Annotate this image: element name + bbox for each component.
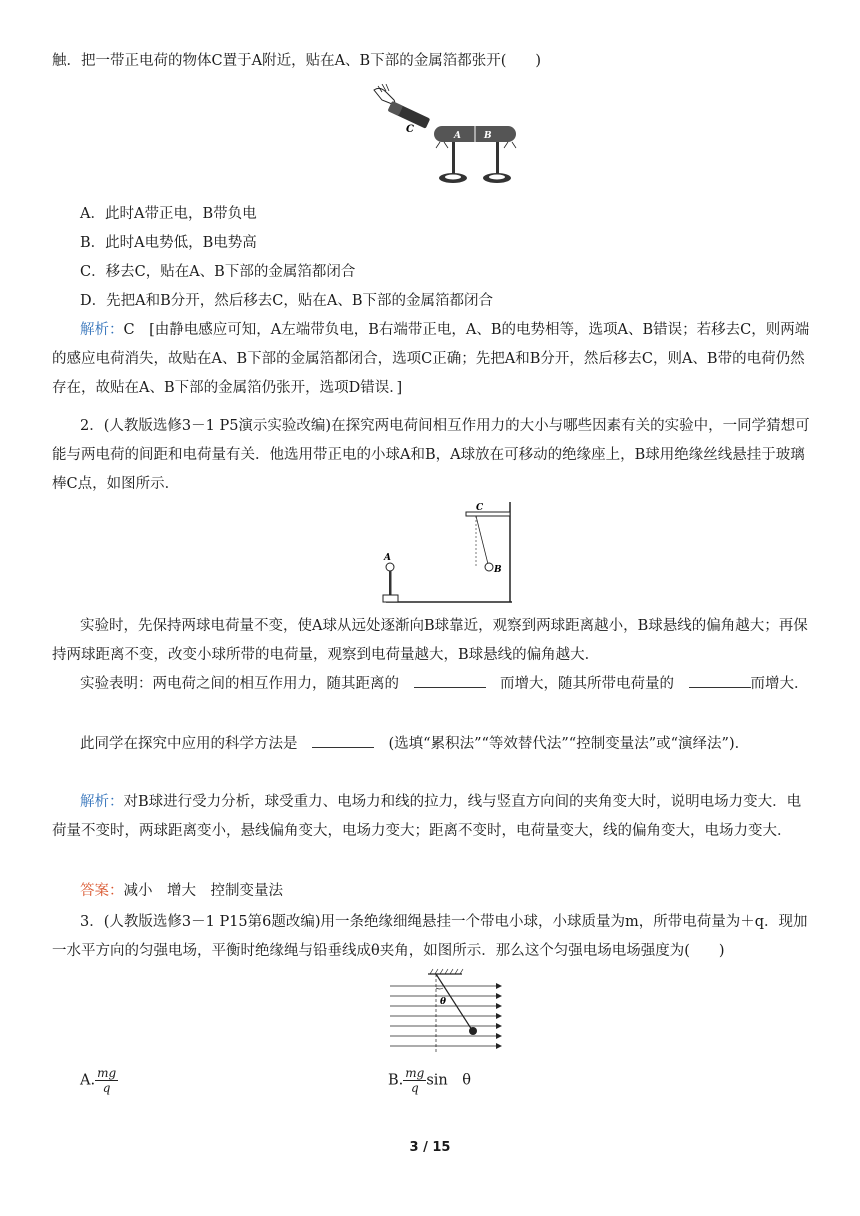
q3-figure [388,968,506,1058]
q2-blank-2 [689,673,751,688]
q2-figure [376,496,516,606]
q3-option-a-denominator: q [102,1081,111,1095]
q2-para2-a: 实验表明：两电荷之间的相互作用力，随其距离的 [80,676,399,692]
q2-analysis-text: 对B球进行受力分析，球受重力、电场力和线的拉力，线与竖直方向间的夹角变大时，说明电场力变大．电荷量不变时，两球距离变小，悬线偏角变大，电场力变大；距离不变时，电荷量变大，线的偏角变大，电场力变大． [52,794,802,839]
q3-option-a [80,1066,380,1096]
fig2-label-b: B [494,565,502,575]
q1-intro: 触．把一带正电荷的物体C置于A附近，贴在A、B下部的金属箔都张开( ) [52,53,542,69]
page-number: 3 / 15 [409,1140,451,1155]
q3-stem: 3．(人教版选修3－1 P15第6题改编)用一条绝缘细绳悬挂一个带电小球，小球质量为m，所带电荷量为＋q．现加一水平方向的匀强电场，平衡时绝缘绳与铅垂线成θ夹角，如图所示．那么这个匀强电场电场强度为( ) [52,914,808,959]
fig1-label-c: C [406,124,414,135]
q3-option-a-fraction [95,1066,118,1095]
q3-option-b-fraction [403,1066,426,1095]
fig1-label-b: B [484,131,492,141]
q2-para1: 实验时，先保持两球电荷量不变，使A球从远处逐渐向B球靠近，观察到两球距离越小，B球悬线的偏角越大；再保持两球距离不变，改变小球所带的电荷量，观察到电荷量越大，B球悬线的偏角越大． [52,618,808,663]
q2-blank-3 [312,733,374,748]
q2-para3 [52,730,812,759]
q1-option-d: D．先把A和B分开，然后移去C，贴在A、B下部的金属箔都闭合 [80,293,493,309]
fig2-label-a: A [384,553,391,563]
fig2-label-c: C [476,503,484,513]
q1-analysis [52,316,812,403]
q2-para2 [52,670,812,699]
q3-option-b-numerator: mg [405,1066,425,1080]
fig1-label-a: A [454,131,461,141]
q2-answer [52,877,812,906]
q2-para2-c: 而增大． [750,676,809,692]
q1-analysis-label: 解析： [80,322,124,338]
q3-option-b-label: B. [388,1072,404,1089]
q3-option-b-denominator: q [410,1081,419,1095]
q2-para3-a: 此同学在探究中应用的科学方法是 [80,736,298,752]
q1-figure [366,84,526,194]
q1-option-b: B．此时A电势低，B电势高 [80,235,257,251]
q1-option-c: C．移去C，贴在A、B下部的金属箔都闭合 [80,264,356,280]
q2-para3-b: (选填“累积法”“等效替代法”“控制变量法”或“演绎法”)． [388,736,750,752]
q3-option-b [388,1066,688,1096]
q3-option-a-label: A. [80,1072,96,1089]
q2-para2-b: 而增大，随其所带电荷量的 [500,676,674,692]
q3-option-b-suffix: sin θ [426,1072,471,1089]
q2-blank-1 [414,673,486,688]
q3-option-a-numerator: mg [97,1066,117,1080]
q2-answer-label: 答案： [80,883,124,899]
q2-analysis-label: 解析： [80,794,124,810]
q2-stem: 2．(人教版选修3－1 P5演示实验改编)在探究两电荷间相互作用力的大小与哪些因素有关的实验中，一同学猜想可能与两电荷的间距和电荷量有关．他选用带正电的小球A和B，A球放在可移动的绝缘座上，B球用绝缘丝线悬挂于玻璃棒C点，如图所示． [52,418,810,492]
q1-option-a: A．此时A带正电，B带负电 [80,206,257,222]
q2-answer-text: 减小 增大 控制变量法 [123,883,283,899]
q2-analysis [52,788,812,846]
fig3-label-theta: θ [440,997,447,1007]
q1-analysis-text: C [由静电感应可知，A左端带负电，B右端带正电，A、B的电势相等，选项A、B错误；若移去C，则两端的感应电荷消失，故贴在A、B下部的金属箔都闭合，选项C正确；先把A和B分开，然后移去C，则A、B带的电荷仍然存在，故贴在A、B下部的金属箔仍张开，选项D错误．] [52,322,810,396]
